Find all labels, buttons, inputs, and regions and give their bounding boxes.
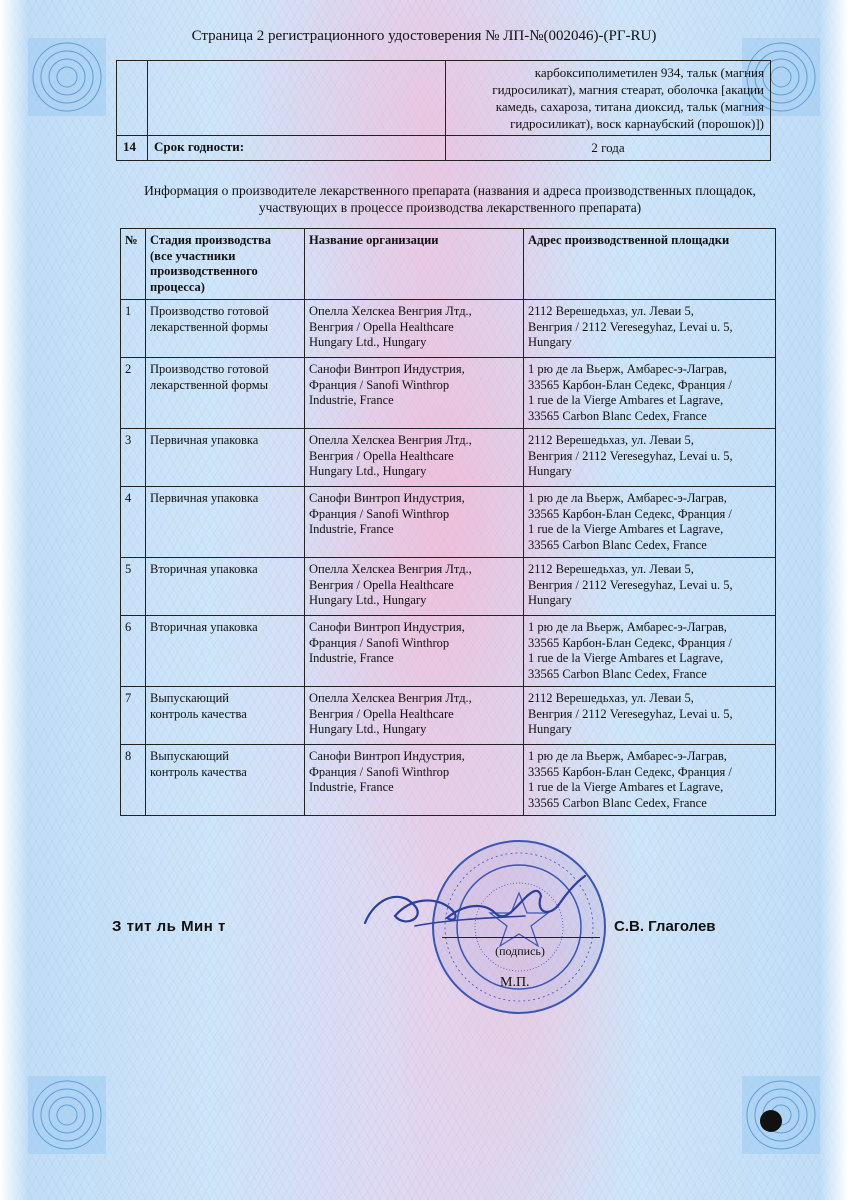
address-line: 1 рю де ла Вьерж, Амбарес-э-Лаграв, [528, 362, 727, 376]
punch-hole-icon [760, 1110, 782, 1132]
organization-cell [305, 558, 524, 616]
composition-line: гидросиликат), воск карнаубский (порошок)]) [510, 116, 764, 131]
stage-cell [146, 558, 305, 616]
organization-cell [305, 358, 524, 429]
organization-line: Венгрия / Opella Healthcare [309, 706, 454, 721]
address-line: 1 rue de la Vierge Ambares et Lagrave, [528, 780, 724, 794]
address-line: 33565 Карбон-Блан Седекс, Франция / [528, 377, 732, 392]
manufacturer-table [120, 228, 776, 816]
signatory-name: С.В. Глаголев [614, 918, 716, 935]
address-line: Венгрия / 2112 Veresegyhaz, Levai u. 5, [528, 319, 733, 334]
address-line: 2112 Верешедьхаз, ул. Леваи 5, [528, 562, 694, 576]
stage-line: Производство готовой [150, 304, 269, 318]
row-number: 7 [121, 687, 146, 745]
address-line: Hungary [528, 593, 572, 607]
stage-line: лекарственной формы [150, 377, 269, 392]
address-line: 1 рю де ла Вьерж, Амбарес-э-Лаграв, [528, 620, 727, 634]
row-number: 4 [121, 487, 146, 558]
address-line: Hungary [528, 722, 572, 736]
signature-line [442, 937, 600, 938]
organization-line: Санофи Винтроп Индустрия, [309, 362, 465, 376]
address-line: 33565 Карбон-Блан Седекс, Франция / [528, 635, 732, 650]
organization-line: Франция / Sanofi Winthrop [309, 635, 450, 650]
stage-line: лекарственной формы [150, 319, 269, 334]
composition-line: гидросиликат), магния стеарат, оболочка [акации [492, 82, 764, 97]
address-cell [524, 429, 776, 487]
column-header-number: № [121, 229, 146, 300]
stage-line: Вторичная упаковка [150, 620, 258, 634]
organization-line: Industrie, France [309, 780, 394, 794]
address-line: 1 rue de la Vierge Ambares et Lagrave, [528, 522, 724, 536]
organization-line: Франция / Sanofi Winthrop [309, 506, 450, 521]
organization-line: Санофи Винтроп Индустрия, [309, 620, 465, 634]
address-cell [524, 687, 776, 745]
page-header: Страница 2 регистрационного удостоверения № ЛП-№(002046)-(РГ-RU) [191, 28, 657, 44]
manufacturer-table-header [121, 229, 776, 300]
composition-text-cell [446, 61, 771, 136]
address-line: Венгрия / 2112 Veresegyhaz, Levai u. 5, [528, 577, 733, 592]
composition-line: камедь, сахароза, титана диоксид, тальк (магния [495, 99, 764, 114]
organization-line: Industrie, France [309, 522, 394, 536]
composition-line: карбоксиполиметилен 934, тальк (магния [534, 65, 764, 80]
shelf-life-value: 2 года [446, 136, 771, 161]
address-cell [524, 487, 776, 558]
stage-line: контроль качества [150, 706, 247, 721]
shelf-life-number: 14 [117, 136, 148, 161]
address-line: 2112 Верешедьхаз, ул. Леваи 5, [528, 304, 694, 318]
manufacturer-row [121, 616, 776, 687]
row-number: 1 [121, 300, 146, 358]
manufacturer-row [121, 687, 776, 745]
stage-line: Вторичная упаковка [150, 562, 258, 576]
column-header-stage-line: производственного [150, 264, 258, 278]
address-cell [524, 300, 776, 358]
signatory-title: З тит ль Мин т [112, 918, 226, 935]
address-line: 33565 Carbon Blanc Cedex, France [528, 537, 707, 552]
manufacturer-row [121, 558, 776, 616]
organization-cell [305, 300, 524, 358]
column-header-stage-line: (все участники [150, 248, 236, 263]
organization-cell [305, 745, 524, 816]
stage-line: Выпускающий [150, 749, 229, 763]
address-cell [524, 558, 776, 616]
organization-line: Опелла Хелскеа Венгрия Лтд., [309, 562, 472, 576]
column-header-stage [146, 229, 305, 300]
stage-cell [146, 300, 305, 358]
organization-line: Hungary Ltd., Hungary [309, 593, 427, 607]
stage-cell [146, 358, 305, 429]
address-line: 33565 Carbon Blanc Cedex, France [528, 666, 707, 681]
manufacturer-heading-line: участвующих в процессе производства лекарственного препарата) [258, 200, 642, 215]
composition-table [116, 60, 771, 161]
address-line: 1 рю де ла Вьерж, Амбарес-э-Лаграв, [528, 491, 727, 505]
organization-line: Опелла Хелскеа Венгрия Лтд., [309, 433, 472, 447]
row-number: 3 [121, 429, 146, 487]
organization-line: Венгрия / Opella Healthcare [309, 577, 454, 592]
address-line: 1 rue de la Vierge Ambares et Lagrave, [528, 651, 724, 665]
stage-line: Первичная упаковка [150, 491, 259, 505]
row-number: 8 [121, 745, 146, 816]
row-number: 2 [121, 358, 146, 429]
stage-cell [146, 429, 305, 487]
column-header-organization: Название организации [305, 229, 524, 300]
stamp-place-label: М.П. [500, 975, 530, 990]
address-line: 33565 Карбон-Блан Седекс, Франция / [528, 764, 732, 779]
shelf-life-row [117, 136, 771, 161]
right-paper-edge [820, 0, 848, 1200]
column-header-stage-line: процесса) [150, 279, 205, 294]
organization-line: Франция / Sanofi Winthrop [309, 377, 450, 392]
guilloche-corner-icon [736, 1070, 826, 1160]
address-cell [524, 616, 776, 687]
stage-line: Производство готовой [150, 362, 269, 376]
address-line: Венгрия / 2112 Veresegyhaz, Levai u. 5, [528, 448, 733, 463]
organization-line: Industrie, France [309, 651, 394, 665]
organization-line: Венгрия / Opella Healthcare [309, 448, 454, 463]
left-paper-edge [0, 0, 28, 1200]
manufacturer-row [121, 745, 776, 816]
organization-line: Hungary Ltd., Hungary [309, 722, 427, 736]
manufacturer-row [121, 429, 776, 487]
stage-cell [146, 487, 305, 558]
stage-cell [146, 687, 305, 745]
address-line: Венгрия / 2112 Veresegyhaz, Levai u. 5, [528, 706, 733, 721]
organization-line: Венгрия / Opella Healthcare [309, 319, 454, 334]
row-number: 6 [121, 616, 146, 687]
organization-cell [305, 687, 524, 745]
manufacturer-row [121, 487, 776, 558]
address-line: 1 rue de la Vierge Ambares et Lagrave, [528, 393, 724, 407]
shelf-life-label: Срок годности: [148, 136, 446, 161]
organization-line: Санофи Винтроп Индустрия, [309, 749, 465, 763]
column-header-address: Адрес производственной площадки [524, 229, 776, 300]
organization-cell [305, 616, 524, 687]
organization-line: Hungary Ltd., Hungary [309, 335, 427, 349]
address-cell [524, 745, 776, 816]
address-cell [524, 358, 776, 429]
organization-line: Франция / Sanofi Winthrop [309, 764, 450, 779]
address-line: 33565 Carbon Blanc Cedex, France [528, 408, 707, 423]
organization-cell [305, 487, 524, 558]
manufacturer-heading [100, 182, 800, 216]
manufacturer-table-body [121, 300, 776, 816]
stage-cell [146, 616, 305, 687]
signature-caption: (подпись) [495, 944, 545, 958]
address-line: Hungary [528, 335, 572, 349]
address-line: 1 рю де ла Вьерж, Амбарес-э-Лаграв, [528, 749, 727, 763]
address-line: Hungary [528, 464, 572, 478]
column-header-stage-line: Стадия производства [150, 233, 272, 247]
manufacturer-row [121, 300, 776, 358]
organization-cell [305, 429, 524, 487]
address-line: 33565 Carbon Blanc Cedex, France [528, 795, 707, 810]
manufacturer-row [121, 358, 776, 429]
guilloche-corner-icon [22, 32, 112, 122]
composition-name-cell [148, 61, 446, 136]
address-line: 2112 Верешедьхаз, ул. Леваи 5, [528, 691, 694, 705]
guilloche-corner-icon [22, 1070, 112, 1160]
stage-line: Первичная упаковка [150, 433, 259, 447]
address-line: 2112 Верешедьхаз, ул. Леваи 5, [528, 433, 694, 447]
stage-cell [146, 745, 305, 816]
composition-number-cell [117, 61, 148, 136]
organization-line: Опелла Хелскеа Венгрия Лтд., [309, 304, 472, 318]
stage-line: контроль качества [150, 764, 247, 779]
composition-row [117, 61, 771, 136]
organization-line: Опелла Хелскеа Венгрия Лтд., [309, 691, 472, 705]
organization-line: Санофи Винтроп Индустрия, [309, 491, 465, 505]
stage-line: Выпускающий [150, 691, 229, 705]
organization-line: Hungary Ltd., Hungary [309, 464, 427, 478]
row-number: 5 [121, 558, 146, 616]
handwritten-signature-icon [355, 868, 595, 938]
organization-line: Industrie, France [309, 393, 394, 407]
address-line: 33565 Карбон-Блан Седекс, Франция / [528, 506, 732, 521]
manufacturer-heading-line: Информация о производителе лекарственного препарата (названия и адреса производственных площадок, [144, 183, 756, 198]
